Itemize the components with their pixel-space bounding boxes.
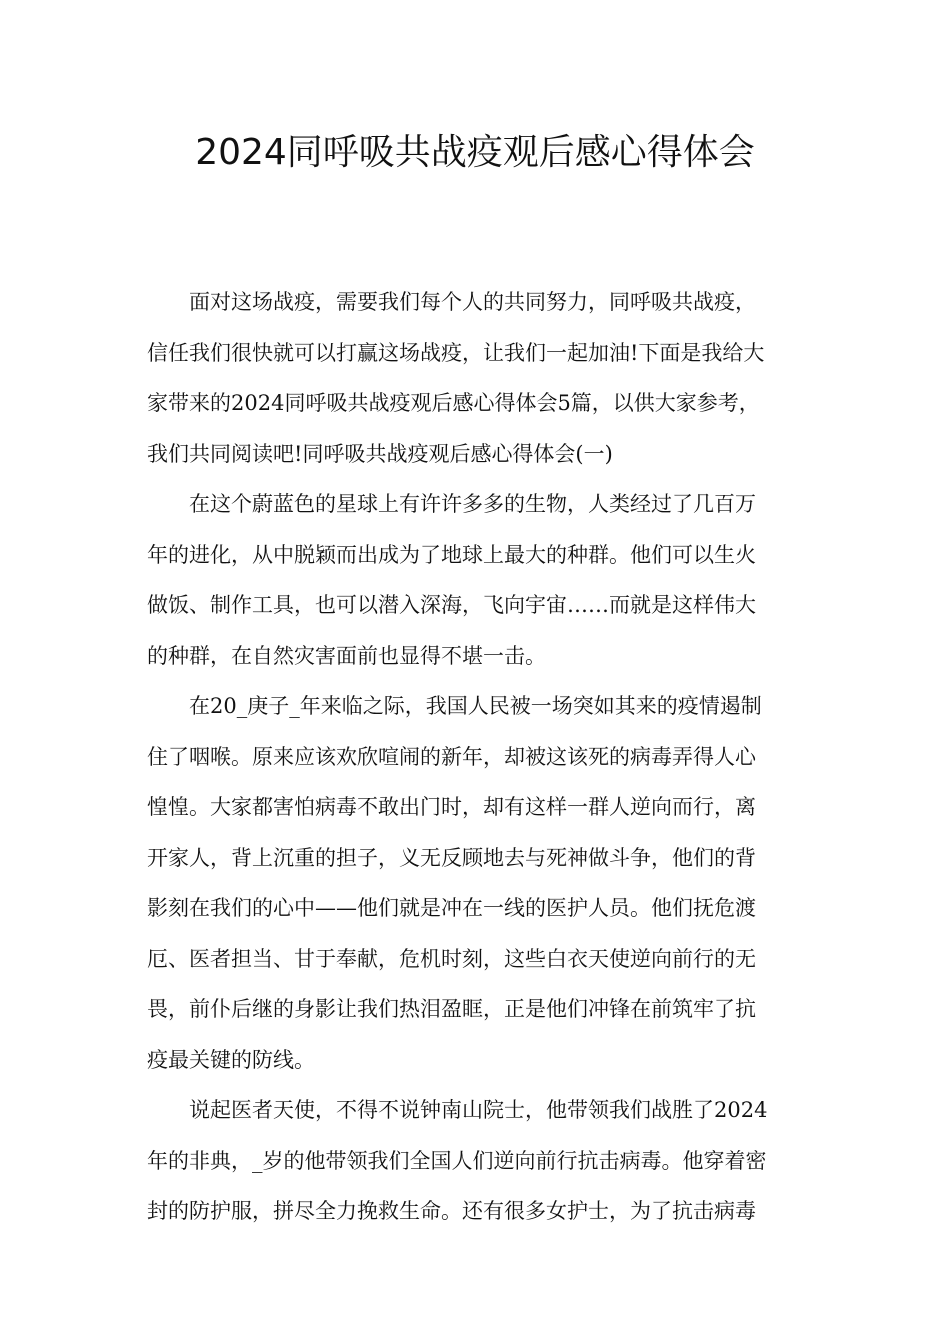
text-line: 信任我们很快就可以打赢这场战疫，让我们一起加油!下面是我给大 xyxy=(147,340,765,365)
text-line: 疫最关键的防线。 xyxy=(147,1047,315,1072)
paragraph-epidemic xyxy=(147,681,807,1085)
text-line: 在这个蔚蓝色的星球上有许许多多的生物，人类经过了几百万 xyxy=(189,492,756,516)
document-body xyxy=(147,277,807,1237)
text-line: 家带来的2024同呼吸共战疫观后感心得体会5篇，以供大家参考， xyxy=(147,391,760,415)
text-line: 开家人，背上沉重的担子，义无反顾地去与死神做斗争，他们的背 xyxy=(147,845,756,870)
text-line: 封的防护服，拼尽全力挽救生命。还有很多女护士，为了抗击病毒 xyxy=(147,1199,756,1223)
text-line: 的种群，在自然灾害面前也显得不堪一击。 xyxy=(147,643,546,668)
text-line: 说起医者天使，不得不说钟南山院士，他带领我们战胜了2024 xyxy=(189,1098,768,1122)
paragraph-earth xyxy=(147,479,807,681)
text-line: 做饭、制作工具，也可以潜入深海，飞向宇宙……而就是这样伟大 xyxy=(147,593,756,617)
paragraph-intro xyxy=(147,277,807,479)
text-line: 住了咽喉。原来应该欢欣喧闹的新年，却被这该死的病毒弄得人心 xyxy=(147,744,756,769)
text-line: 影刻在我们的心中——他们就是冲在一线的医护人员。他们抚危渡 xyxy=(147,896,756,920)
document-title: 2024同呼吸共战疫观后感心得体会 xyxy=(195,132,755,173)
text-line: 惶惶。大家都害怕病毒不敢出门时，却有这样一群人逆向而行，离 xyxy=(147,795,756,819)
text-line: 年的非典，_岁的他带领我们全国人们逆向前行抗击病毒。他穿着密 xyxy=(147,1148,767,1173)
text-line: 畏，前仆后继的身影让我们热泪盈眶，正是他们冲锋在前筑牢了抗 xyxy=(147,997,756,1021)
text-line: 在20_庚子_年来临之际，我国人民被一场突如其来的疫情遏制 xyxy=(189,694,762,718)
paragraph-zhong-nanshan xyxy=(147,1085,807,1237)
text-line: 我们共同阅读吧!同呼吸共战疫观后感心得体会(一) xyxy=(147,441,613,466)
text-line: 厄、医者担当、甘于奉献，危机时刻，这些白衣天使逆向前行的无 xyxy=(147,946,756,971)
text-line: 年的进化，从中脱颖而出成为了地球上最大的种群。他们可以生火 xyxy=(147,542,756,567)
text-line: 面对这场战疫，需要我们每个人的共同努力，同呼吸共战疫， xyxy=(189,290,756,314)
